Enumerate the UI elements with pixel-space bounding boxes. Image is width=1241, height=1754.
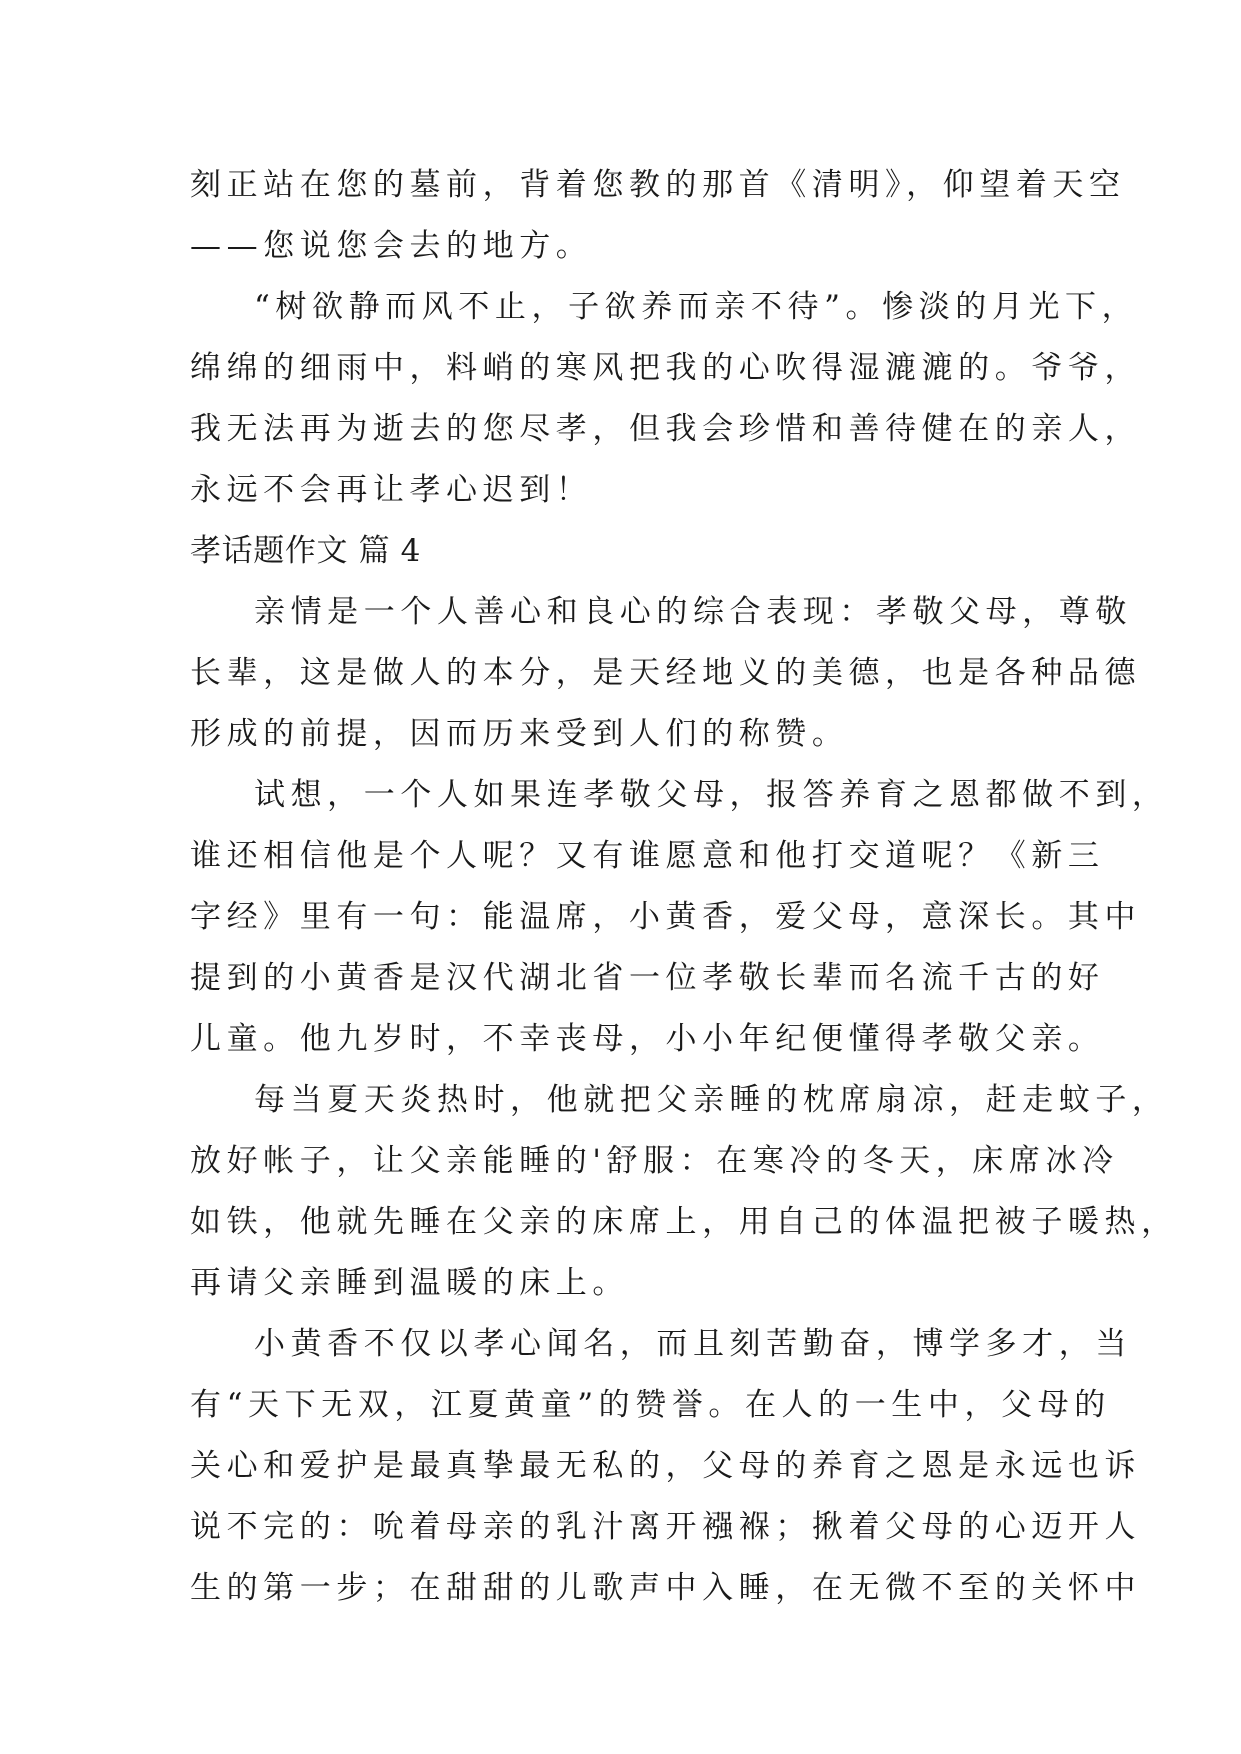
text-line: 永远不会再让孝心迟到！ (190, 472, 593, 508)
text-line: 亲情是一个人善心和良心的综合表现：孝敬父母，尊敬 (254, 594, 1132, 630)
section-heading (190, 521, 1060, 582)
paragraph (190, 155, 1126, 277)
text-line: 说不完的：吮着母亲的乳汁离开襁褓；揪着父母的心迈开人 (190, 1509, 1142, 1545)
text-line: 有“天下无双，江夏黄童”的赞誉。在人的一生中，父母的 (190, 1387, 1111, 1423)
text-line: 儿童。他九岁时，不幸丧母，小小年纪便懂得孝敬父亲。 (190, 1021, 1105, 1057)
text-line: 谁还相信他是个人呢？又有谁愿意和他打交道呢？《新三 (190, 838, 1105, 874)
text-line: 如铁，他就先睡在父亲的床席上，用自己的体温把被子暖热， (190, 1204, 1178, 1240)
text-line: 关心和爱护是最真挚最无私的，父母的养育之恩是永远也诉 (190, 1448, 1142, 1484)
text-line: 试想，一个人如果连孝敬父母，报答养育之恩都做不到， (254, 777, 1169, 813)
paragraph (190, 582, 1142, 765)
paragraph (190, 765, 1169, 1070)
text-line: 形成的前提，因而历来受到人们的称赞。 (190, 716, 849, 752)
heading-line: 孝话题作文 篇 4 (190, 533, 422, 569)
text-line: 再请父亲睡到温暖的床上。 (190, 1265, 629, 1301)
text-line: 生的第一步；在甜甜的儿歌声中入睡，在无微不至的关怀中 (190, 1570, 1142, 1606)
text-line: 提到的小黄香是汉代湖北省一位孝敬长辈而名流千古的好 (190, 960, 1105, 996)
text-line: 我无法再为逝去的您尽孝，但我会珍惜和善待健在的亲人， (190, 411, 1142, 447)
text-line: 每当夏天炎热时，他就把父亲睡的枕席扇凉，赶走蚊子， (254, 1082, 1169, 1118)
paragraph (190, 1070, 1178, 1314)
paragraph (190, 1314, 1142, 1619)
text-line: 放好帐子，让父亲能睡的'舒服：在寒冷的冬天，床席冰冷 (190, 1143, 1119, 1179)
text-line: 字经》里有一句：能温席，小黄香，爱父母，意深长。其中 (190, 899, 1142, 935)
text-line: ——您说您会去的地方。 (190, 228, 593, 264)
text-line: 绵绵的细雨中，料峭的寒风把我的心吹得湿漉漉的。爷爷， (190, 350, 1142, 386)
text-line: 长辈，这是做人的本分，是天经地义的美德，也是各种品德 (190, 655, 1142, 691)
text-line: 刻正站在您的墓前，背着您教的那首《清明》，仰望着天空 (190, 167, 1126, 203)
text-line: 小黄香不仅以孝心闻名，而且刻苦勤奋，博学多才，当 (254, 1326, 1132, 1362)
text-line: “树欲静而风不止，子欲养而亲不待”。惨淡的月光下， (254, 289, 1139, 325)
paragraph (190, 277, 1142, 521)
document-body (190, 155, 1178, 1619)
